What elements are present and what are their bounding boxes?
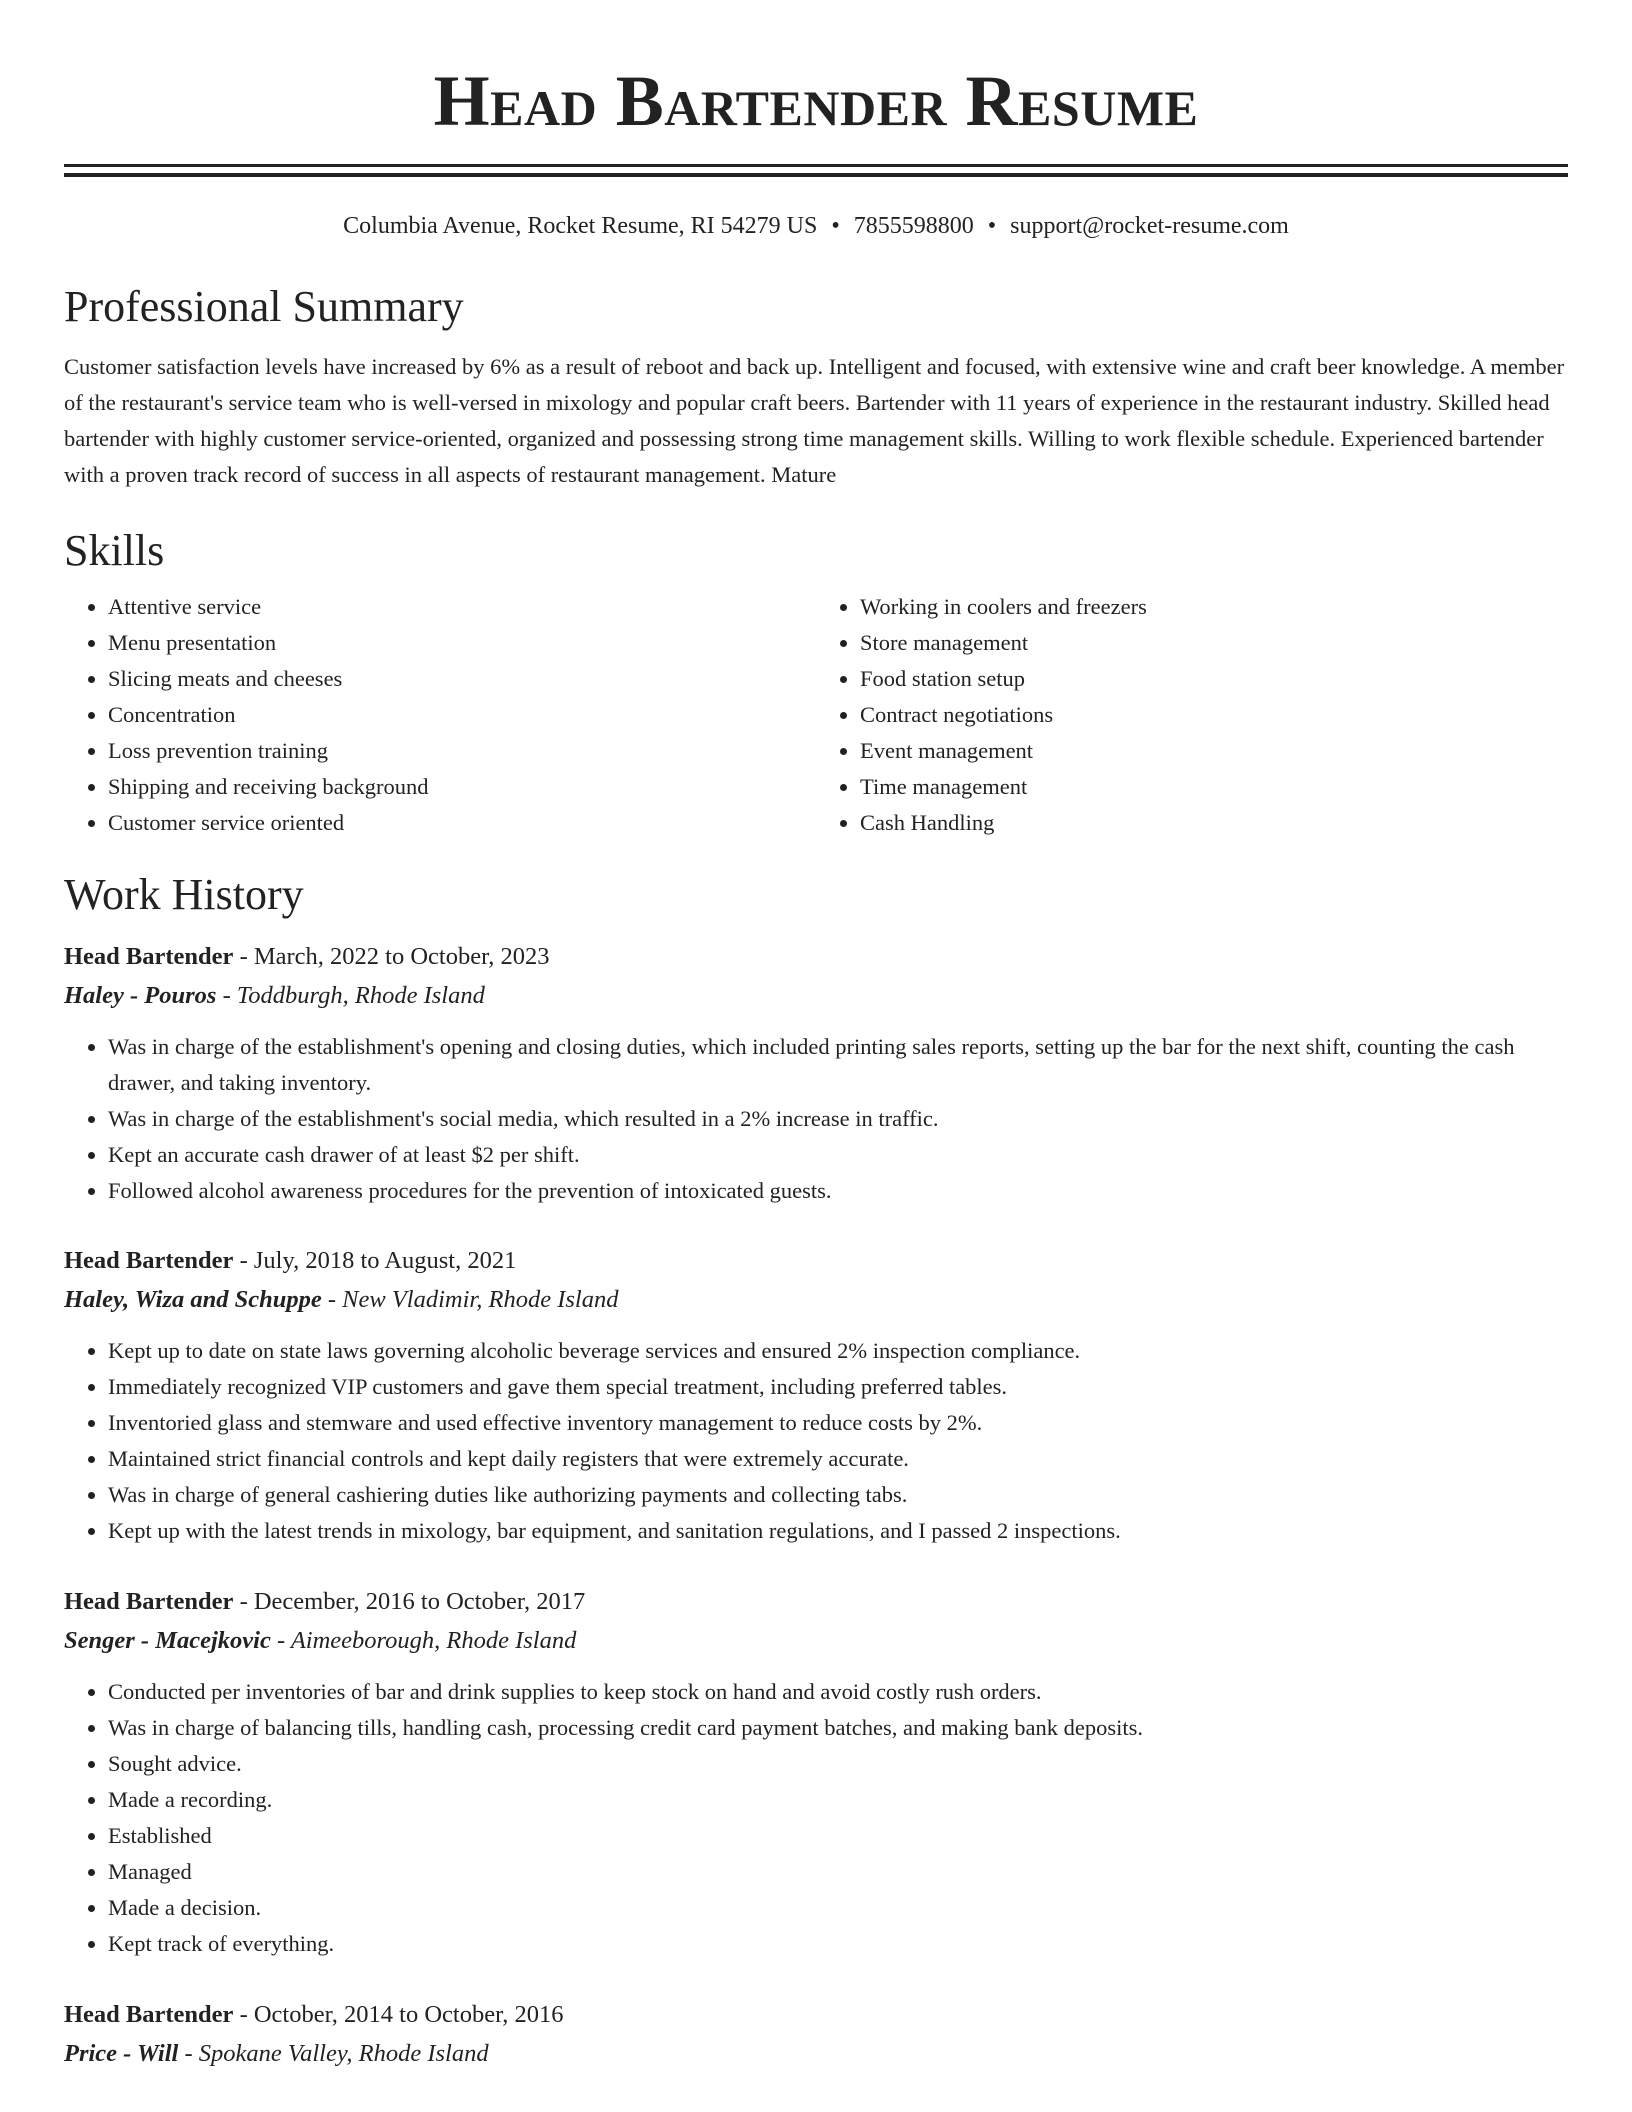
job-dates: July, 2018 to August, 2021 <box>253 1247 517 1274</box>
job-title-line: Head Bartender - March, 2022 to October, 2023 <box>64 943 550 970</box>
job-bullet: • Inventoried glass and stemware and used effective inventory management to reduce costs by 2%. <box>108 1405 1568 1441</box>
job-role: Head Bartender <box>64 2001 234 2028</box>
skill-item: • Event management <box>860 733 1568 769</box>
job-company: Senger - Macejkovic <box>64 1627 271 1654</box>
job-title-line: Head Bartender - October, 2014 to October, 2016 <box>64 2001 564 2028</box>
skill-item: • Working in coolers and freezers <box>860 589 1568 625</box>
skill-item: • Concentration <box>108 697 816 733</box>
title-divider <box>64 164 1568 177</box>
job-company: Haley, Wiza and Schuppe <box>64 1286 322 1313</box>
resume-title: Head Bartender Resume <box>433 61 1199 141</box>
job-company-line: Senger - Macejkovic - Aimeeborough, Rhode Island <box>64 1627 577 1654</box>
job-role: Head Bartender <box>64 943 234 970</box>
skill-item: • Customer service oriented <box>108 805 816 841</box>
job-company-line: Haley - Pouros - Toddburgh, Rhode Island <box>64 982 485 1009</box>
job-location: Toddburgh, Rhode Island <box>236 982 485 1009</box>
skill-item: • Cash Handling <box>860 805 1568 841</box>
skill-item: • Shipping and receiving background <box>108 769 816 805</box>
job-company: Price - Will <box>64 2040 179 2067</box>
divider-line-bottom <box>64 173 1568 177</box>
skill-item: • Loss prevention training <box>108 733 816 769</box>
job-bullet: • Followed alcohol awareness procedures for the prevention of intoxicated guests. <box>108 1173 1568 1209</box>
skill-item: • Slicing meats and cheeses <box>108 661 816 697</box>
contact-email: support@rocket-resume.com <box>1010 213 1289 239</box>
job-bullets <box>64 1333 1568 1549</box>
contact-address: Columbia Avenue, Rocket Resume, RI 54279 US <box>343 213 818 239</box>
job-company-line: Price - Will - Spokane Valley, Rhode Island <box>64 2040 489 2067</box>
job-bullet: • Was in charge of the establishment's opening and closing duties, which included printing sales reports, setting up the bar for the next shift, counting the cash drawer, and taking inventory. <box>108 1029 1568 1101</box>
job-dates: March, 2022 to October, 2023 <box>253 943 550 970</box>
job-bullet: • Kept up to date on state laws governing alcoholic beverage services and ensured 2% inspection compliance. <box>108 1333 1568 1369</box>
job-bullet: • Sought advice. <box>108 1746 1568 1782</box>
job-bullet: • Kept track of everything. <box>108 1926 1568 1962</box>
skill-item: • Food station setup <box>860 661 1568 697</box>
job-bullet: • Was in charge of balancing tills, handling cash, processing credit card payment batches, and making bank deposits. <box>108 1710 1568 1746</box>
job-entry <box>64 1582 1568 1962</box>
job-bullet: • Conducted per inventories of bar and drink supplies to keep stock on hand and avoid costly rush orders. <box>108 1674 1568 1710</box>
job-entry <box>64 1995 1568 2073</box>
job-location: New Vladimir, Rhode Island <box>342 1286 619 1313</box>
contact-separator: • <box>987 213 997 239</box>
job-bullet: • Was in charge of general cashiering duties like authorizing payments and collecting tabs. <box>108 1477 1568 1513</box>
summary-heading: Professional Summary <box>64 282 464 331</box>
job-bullet: • Made a decision. <box>108 1890 1568 1926</box>
work-history-heading: Work History <box>64 870 304 919</box>
skills-list-right <box>816 589 1568 841</box>
job-entry <box>64 937 1568 1209</box>
skill-item: • Contract negotiations <box>860 697 1568 733</box>
contact-phone: 7855598800 <box>853 213 974 239</box>
job-bullet: • Made a recording. <box>108 1782 1568 1818</box>
job-location: Spokane Valley, Rhode Island <box>198 2040 489 2067</box>
job-bullets <box>64 1674 1568 1962</box>
job-bullet: • Maintained strict financial controls and kept daily registers that were extremely accurate. <box>108 1441 1568 1477</box>
job-dates: December, 2016 to October, 2017 <box>253 1588 586 1615</box>
job-bullet: • Immediately recognized VIP customers and gave them special treatment, including preferred tables. <box>108 1369 1568 1405</box>
contact-separator: • <box>831 213 840 239</box>
job-title-line: Head Bartender - December, 2016 to October, 2017 <box>64 1588 586 1615</box>
skills-list-left <box>64 589 816 841</box>
skills-columns <box>64 589 1568 841</box>
job-dates: October, 2014 to October, 2016 <box>253 2001 564 2028</box>
skill-item: • Store management <box>860 625 1568 661</box>
job-bullet: • Was in charge of the establishment's social media, which resulted in a 2% increase in traffic. <box>108 1101 1568 1137</box>
job-role: Head Bartender <box>64 1247 234 1274</box>
summary-text: Customer satisfaction levels have increased by 6% as a result of reboot and back up. Intelligent and focused, with extensive wine and craft beer knowledge. A member of the restaurant's service team who is well-versed in mixology and popular craft beers. Bartender with 11 years of experience in the restaurant industry. Skilled head bartender with highly customer service-oriented, organized and possessing strong time management skills. Willing to work flexible schedule. Experienced bartender with a proven track record of success in all aspects of restaurant management. Mature <box>64 354 1565 487</box>
job-bullets <box>64 1029 1568 1209</box>
divider-line-top <box>64 164 1568 167</box>
job-bullet: • Kept an accurate cash drawer of at least $2 per shift. <box>108 1137 1568 1173</box>
job-entry <box>64 1241 1568 1549</box>
job-title-line: Head Bartender - July, 2018 to August, 2021 <box>64 1247 517 1274</box>
job-bullet: • Managed <box>108 1854 1568 1890</box>
skill-item: • Attentive service <box>108 589 816 625</box>
job-bullet: • Established <box>108 1818 1568 1854</box>
job-bullet: • Kept up with the latest trends in mixology, bar equipment, and sanitation regulations, and I passed 2 inspections. <box>108 1513 1568 1549</box>
contact-line <box>64 211 1568 241</box>
job-company-line: Haley, Wiza and Schuppe - New Vladimir, Rhode Island <box>64 1286 619 1313</box>
job-location: Aimeeborough, Rhode Island <box>290 1627 577 1654</box>
skills-heading: Skills <box>64 526 165 575</box>
job-company: Haley - Pouros <box>64 982 217 1009</box>
job-role: Head Bartender <box>64 1588 234 1615</box>
skill-item: • Menu presentation <box>108 625 816 661</box>
skill-item: • Time management <box>860 769 1568 805</box>
